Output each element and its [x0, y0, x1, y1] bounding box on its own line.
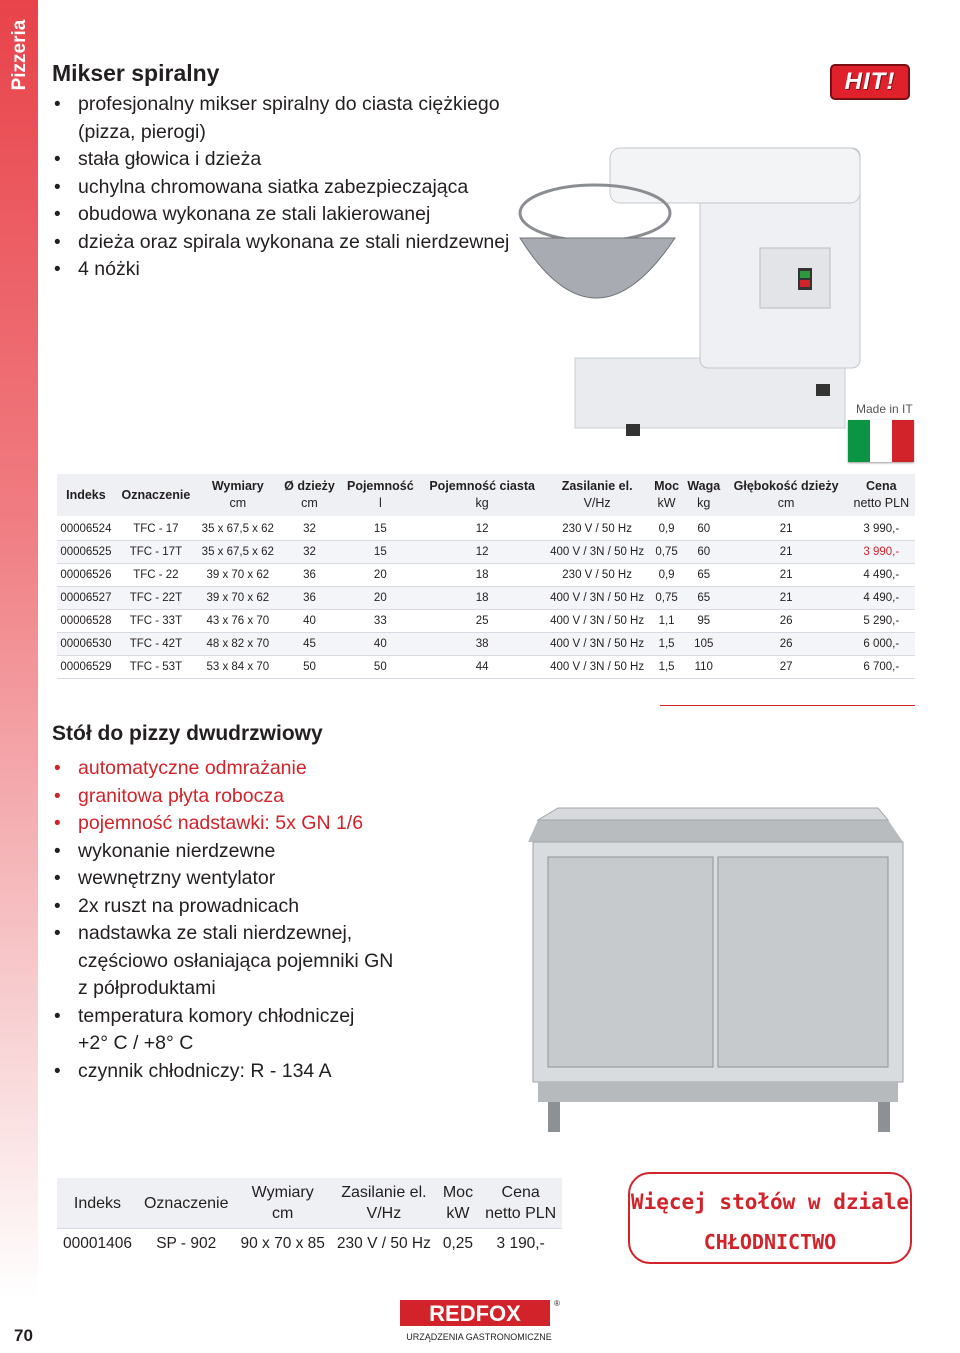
column-header-unit: kW [657, 496, 676, 510]
column-header [650, 474, 683, 517]
table-cell: 400 V / 3N / 50 Hz [544, 656, 650, 679]
column-header [57, 1178, 138, 1229]
table-cell: 230 V / 50 Hz [544, 564, 650, 587]
column-header [340, 474, 420, 517]
mixer-title: Mikser spiralny [52, 60, 220, 86]
column-header-unit: cm [229, 496, 247, 510]
table-cell: 21 [725, 564, 848, 587]
table-row [57, 564, 915, 587]
feature-item: • stała głowica i dzieża [52, 146, 509, 174]
table-cell: 36 [279, 564, 341, 587]
table-cell: 400 V / 3N / 50 Hz [544, 587, 650, 610]
table-cell: 65 [683, 564, 725, 587]
table-cell: SP - 902 [138, 1229, 235, 1260]
table-cell: 0,75 [650, 541, 683, 564]
promo-line-2: CHŁODNICTWO [703, 1230, 837, 1254]
column-header-title: Cena [501, 1184, 540, 1201]
feature-item: częściowo osłaniająca pojemniki GN [78, 949, 394, 972]
table-cell: 18 [420, 587, 544, 610]
column-header-title: Moc [654, 479, 680, 493]
mixer-spec-table [57, 474, 915, 679]
table-cell: 4 490,- [848, 587, 915, 610]
promo-line-1: Więcej stołów w dziale [630, 1190, 910, 1214]
feature-item: • uchylna chromowana siatka zabezpieczająca [52, 174, 509, 202]
table-cell: 00006524 [57, 517, 115, 541]
table-cell: 35 x 67,5 x 62 [197, 541, 279, 564]
column-header [683, 474, 725, 517]
column-header-unit: kW [446, 1205, 470, 1222]
table-cell: 90 x 70 x 85 [234, 1229, 330, 1260]
feature-item: • wewnętrzny wentylator [52, 865, 393, 893]
column-header-unit: kg [697, 496, 711, 510]
table-row [57, 517, 915, 541]
table-cell: 105 [683, 633, 725, 656]
italian-flag-icon [848, 420, 914, 462]
column-header [138, 1178, 235, 1229]
promo-box[interactable] [628, 1172, 912, 1264]
column-header [331, 1178, 437, 1229]
table-cell: 20 [340, 587, 420, 610]
logo-brand: REDFOX [429, 1301, 521, 1326]
table-cell: 00006528 [57, 610, 115, 633]
table-cell: 39 x 70 x 62 [197, 564, 279, 587]
table-cell: 0,75 [650, 587, 683, 610]
table-cell: 25 [420, 610, 544, 633]
table-cell: 60 [683, 541, 725, 564]
table-cell: 44 [420, 656, 544, 679]
table-cell: 39 x 70 x 62 [197, 587, 279, 610]
table-cell: 40 [340, 633, 420, 656]
table-cell: 50 [279, 656, 341, 679]
table-cell: 0,25 [437, 1229, 479, 1260]
table-cell: 15 [340, 541, 420, 564]
pizza-table-spec-table [57, 1178, 562, 1259]
column-header [479, 1178, 562, 1229]
table-cell: 12 [420, 541, 544, 564]
feature-item: • temperatura komory chłodniczej [52, 1003, 393, 1031]
column-header-unit: netto PLN [853, 496, 910, 510]
feature-item: • profesjonalny mikser spiralny do ciasta ciężkiego [52, 91, 509, 119]
column-header-title: Wymiary [211, 479, 264, 493]
table-cell: 60 [683, 517, 725, 541]
table-cell: 40 [279, 610, 341, 633]
table-cell: 15 [340, 517, 420, 541]
table-cell: TFC - 22 [115, 564, 197, 587]
feature-item: • nadstawka ze stali nierdzewnej, [52, 920, 393, 948]
column-header-title: Zasilanie el. [561, 479, 633, 493]
table-row [57, 656, 915, 679]
feature-item: +2° C / +8° C [78, 1032, 194, 1054]
table-cell: 32 [279, 541, 341, 564]
column-header [437, 1178, 479, 1229]
feature-item: (pizza, pierogi) [78, 120, 206, 143]
feature-item: • dzieża oraz spirala wykonana ze stali nierdzewnej [52, 229, 509, 257]
table-cell: 00006527 [57, 587, 115, 610]
made-in-label: Made in IT [856, 402, 913, 416]
feature-item: • automatyczne odmrażanie [52, 755, 393, 783]
table-cell: 00001406 [57, 1229, 138, 1260]
column-header [420, 474, 544, 517]
column-header-title: Ø dzieży [284, 479, 335, 493]
table-cell: 400 V / 3N / 50 Hz [544, 610, 650, 633]
column-header-unit: netto PLN [485, 1205, 557, 1222]
column-header-title: Waga [687, 479, 721, 493]
column-header [57, 474, 115, 517]
table-cell: 400 V / 3N / 50 Hz [544, 541, 650, 564]
table-row [57, 541, 915, 564]
column-header-title: Pojemność [346, 479, 414, 493]
table-cell: 65 [683, 587, 725, 610]
sidebar-band [0, 0, 38, 1300]
table-cell: 0,9 [650, 564, 683, 587]
column-header-title: Pojemność ciasta [429, 479, 535, 493]
page-number: 70 [14, 1326, 33, 1345]
column-header-unit: cm [272, 1205, 294, 1222]
pizza-table-image [508, 712, 918, 1152]
table-cell: 400 V / 3N / 50 Hz [544, 633, 650, 656]
table-row [57, 633, 915, 656]
table-cell: TFC - 53T [115, 656, 197, 679]
table-cell: 1,5 [650, 633, 683, 656]
feature-item: • czynnik chłodniczy: R - 134 A [52, 1058, 393, 1086]
feature-item: • wykonanie nierdzewne [52, 838, 393, 866]
table-cell: 36 [279, 587, 341, 610]
table-cell: 1,1 [650, 610, 683, 633]
table-cell: 00006525 [57, 541, 115, 564]
table-cell: 3 990,- [848, 517, 915, 541]
table-cell: TFC - 42T [115, 633, 197, 656]
column-header-title: Moc [442, 1184, 474, 1201]
table-cell: 21 [725, 517, 848, 541]
table-cell: 6 700,- [848, 656, 915, 679]
feature-item: • obudowa wykonana ze stali lakierowanej [52, 201, 509, 229]
column-header-title: Zasilanie el. [341, 1184, 427, 1201]
table-cell: TFC - 33T [115, 610, 197, 633]
column-header [234, 1178, 330, 1229]
logo-tagline: URZĄDZENIA GASTRONOMICZNE [406, 1332, 552, 1342]
feature-item: • 2x ruszt na prowadnicach [52, 893, 393, 921]
table-cell: 3 990,- [848, 541, 915, 564]
feature-item: • 4 nóżki [52, 256, 509, 284]
column-header-unit: kg [475, 496, 489, 510]
column-header-title: Głębokość dzieży [733, 479, 839, 493]
table-cell: 53 x 84 x 70 [197, 656, 279, 679]
table-cell: 00006526 [57, 564, 115, 587]
table-cell: 26 [725, 610, 848, 633]
column-header [279, 474, 341, 517]
table-cell: 26 [725, 633, 848, 656]
section-divider [660, 705, 915, 706]
column-header-title: Cena [866, 479, 897, 493]
category-label: Pizzeria [9, 19, 30, 91]
column-header-title: Indeks [73, 1194, 122, 1212]
table-cell: 4 490,- [848, 564, 915, 587]
table-cell: 35 x 67,5 x 62 [197, 517, 279, 541]
table-cell: 3 190,- [479, 1229, 562, 1260]
column-header [197, 474, 279, 517]
table-cell: 18 [420, 564, 544, 587]
column-header [544, 474, 650, 517]
pizza-table-title: Stół do pizzy dwudrzwiowy [52, 722, 323, 745]
column-header-unit: l [378, 496, 382, 510]
table-row [57, 587, 915, 610]
feature-item: z półproduktami [78, 977, 216, 999]
column-header-unit: cm [301, 496, 318, 510]
column-header [115, 474, 197, 517]
table-cell: 33 [340, 610, 420, 633]
table-cell: 5 290,- [848, 610, 915, 633]
column-header [725, 474, 848, 517]
table-cell: 95 [683, 610, 725, 633]
table-row [57, 610, 915, 633]
table-cell: 110 [683, 656, 725, 679]
column-header-unit: cm [777, 496, 795, 510]
feature-item: • granitowa płyta robocza [52, 783, 393, 811]
column-header-unit: V/Hz [366, 1205, 402, 1222]
pizza-table-features [52, 755, 393, 1085]
table-row [57, 1229, 562, 1260]
table-cell: TFC - 17 [115, 517, 197, 541]
table-cell: 48 x 82 x 70 [197, 633, 279, 656]
table-cell: 230 V / 50 Hz [544, 517, 650, 541]
redfox-logo [398, 1296, 560, 1346]
column-header-title: Wymiary [251, 1184, 314, 1201]
table-cell: TFC - 22T [115, 587, 197, 610]
table-cell: 43 x 76 x 70 [197, 610, 279, 633]
table-cell: 1,5 [650, 656, 683, 679]
table-cell: 27 [725, 656, 848, 679]
table-cell: 32 [279, 517, 341, 541]
column-header [848, 474, 915, 517]
sidebar [0, 0, 42, 1353]
column-header-title: Oznaczenie [121, 487, 191, 502]
mixer-image [500, 128, 880, 448]
column-header-title: Oznaczenie [143, 1194, 229, 1212]
table-cell: 38 [420, 633, 544, 656]
column-header-unit: V/Hz [583, 496, 611, 510]
table-cell: 50 [340, 656, 420, 679]
table-cell: 21 [725, 587, 848, 610]
table-cell: 230 V / 50 Hz [331, 1229, 437, 1260]
table-cell: TFC - 17T [115, 541, 197, 564]
table-cell: 12 [420, 517, 544, 541]
feature-item: • pojemność nadstawki: 5x GN 1/6 [52, 810, 393, 838]
column-header-title: Indeks [66, 487, 106, 502]
table-cell: 21 [725, 541, 848, 564]
mixer-features [52, 91, 509, 284]
table-cell: 00006530 [57, 633, 115, 656]
table-cell: 00006529 [57, 656, 115, 679]
table-cell: 20 [340, 564, 420, 587]
table-cell: 45 [279, 633, 341, 656]
hit-badge: HIT! [830, 64, 910, 100]
table-cell: 0,9 [650, 517, 683, 541]
table-cell: 6 000,- [848, 633, 915, 656]
logo-registered: ® [554, 1299, 560, 1308]
